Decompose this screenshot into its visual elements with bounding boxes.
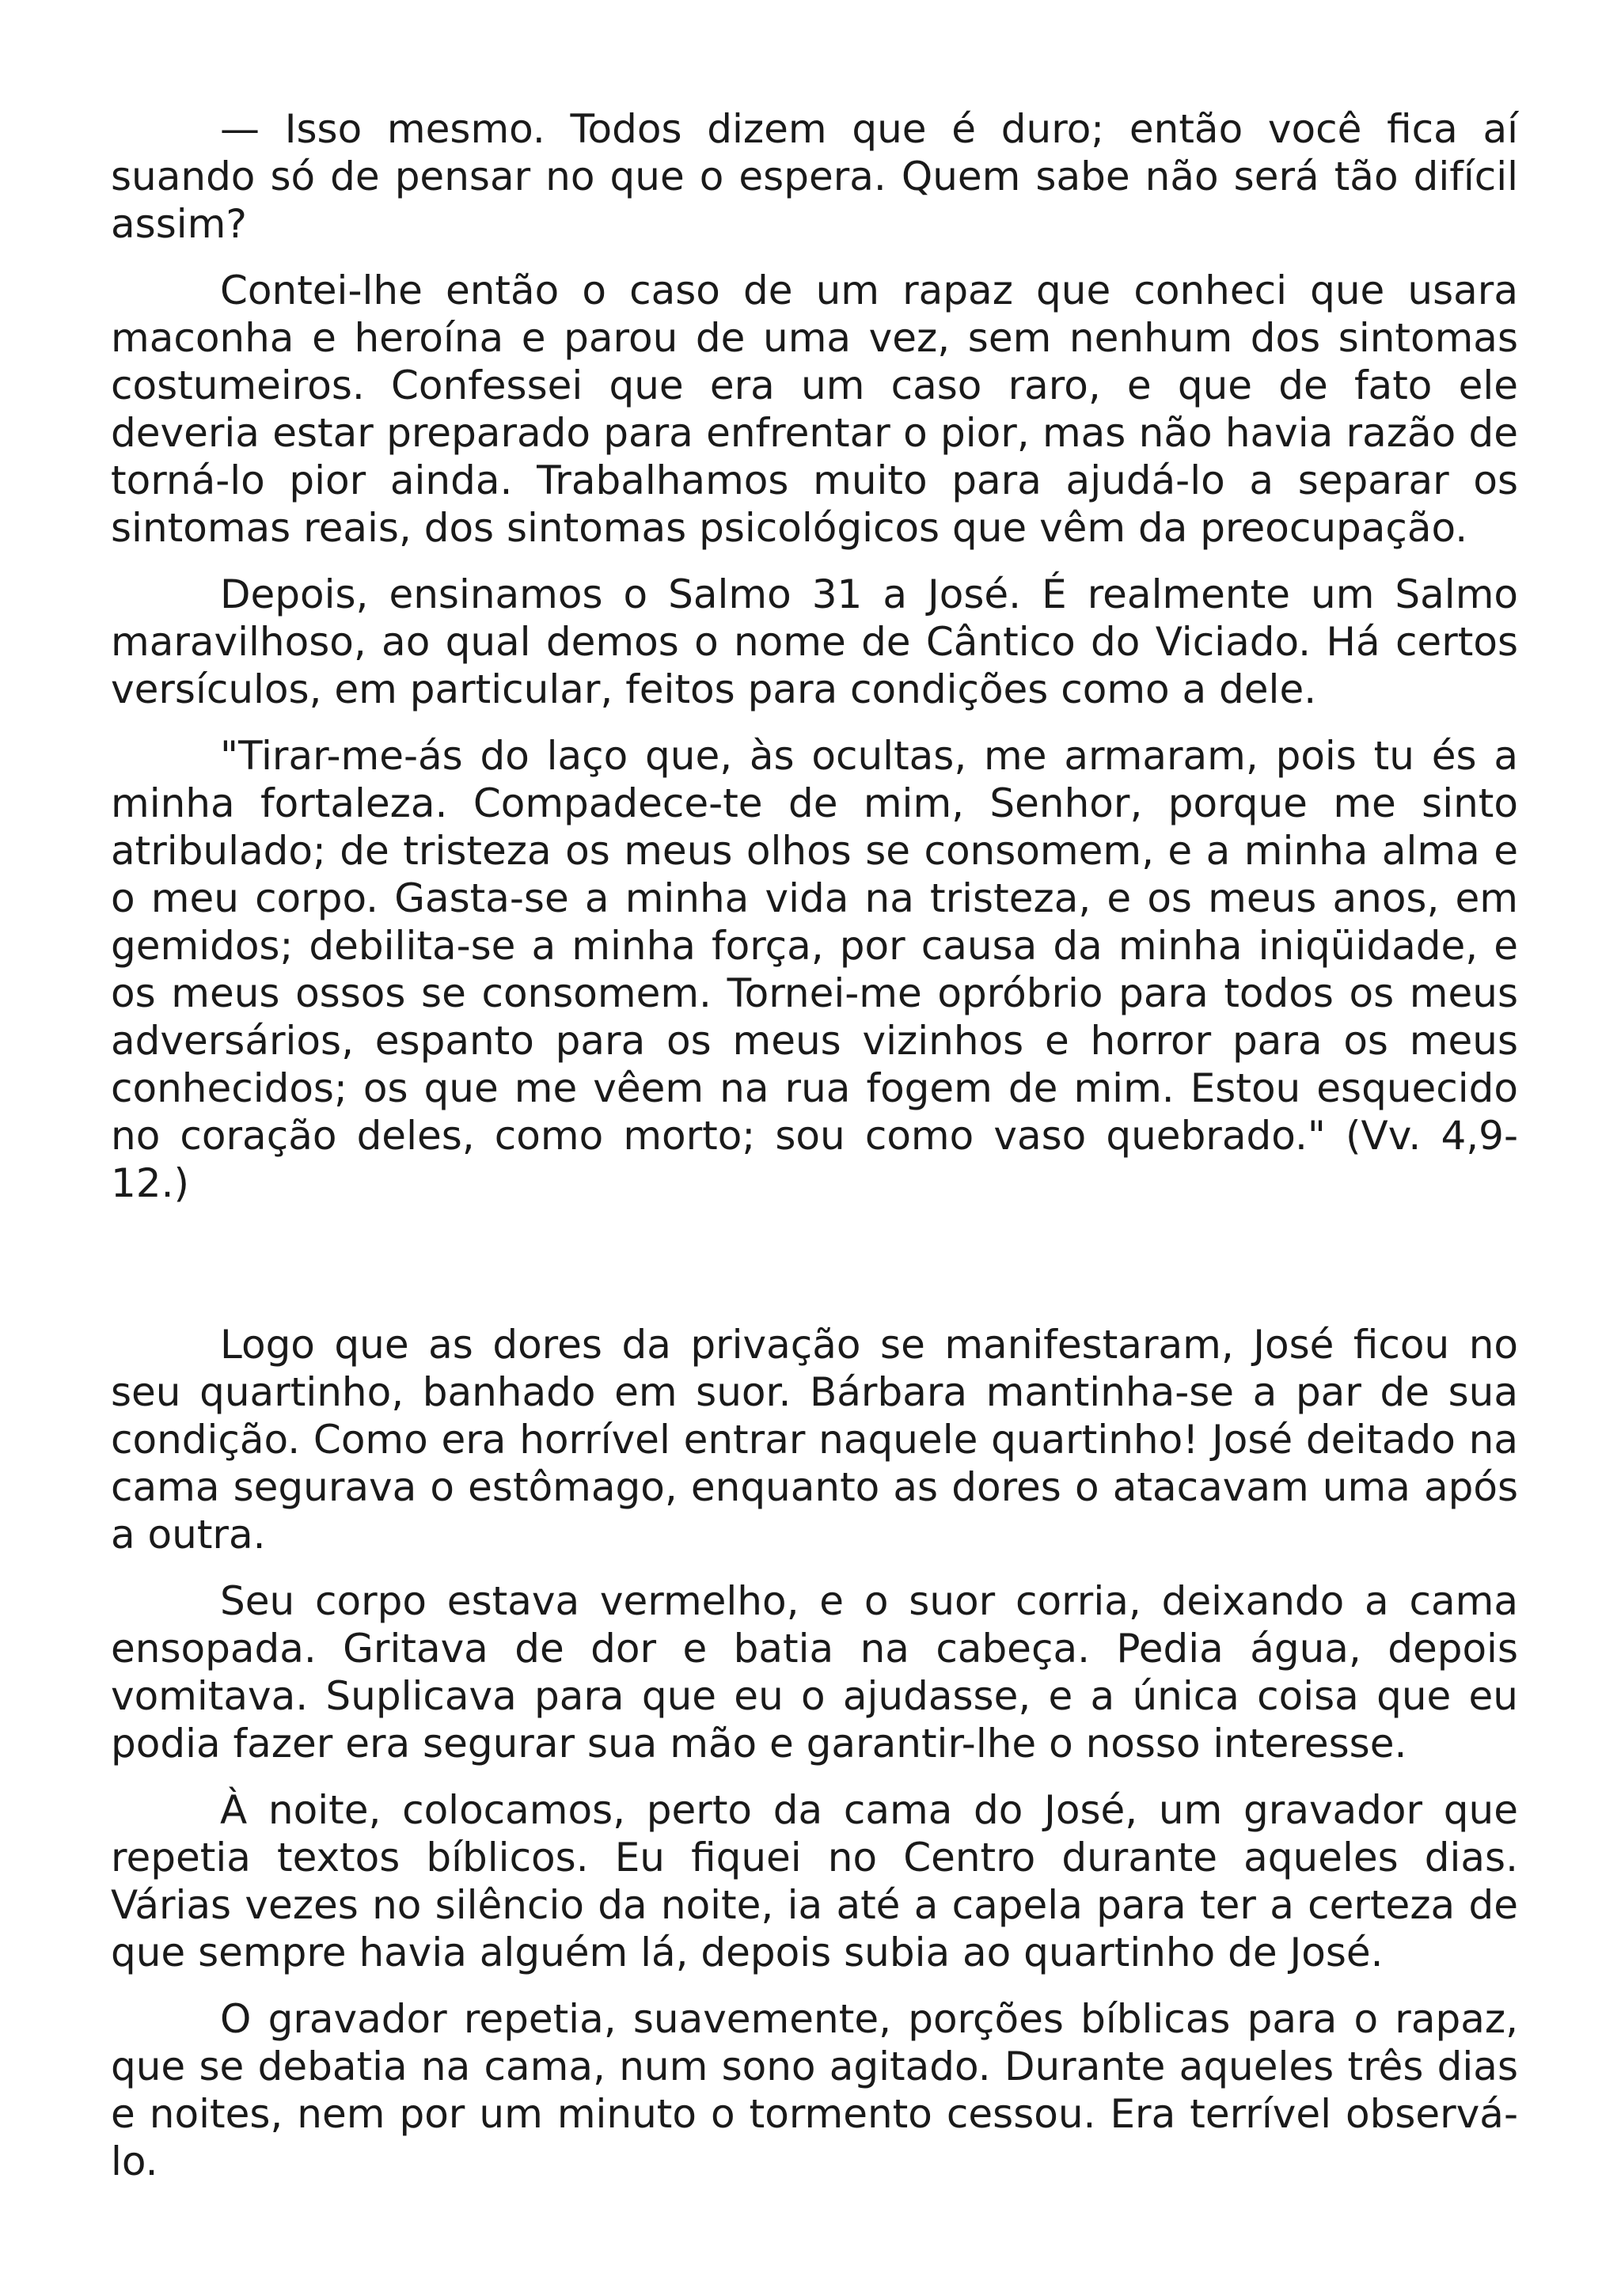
paragraph: — Isso mesmo. Todos dizem que é duro; então você fica aí suando só de pensar no que o espera. Quem sabe não será tão difícil assim? (111, 106, 1518, 247)
paragraph: Seu corpo estava vermelho, e o suor corria, deixando a cama ensopada. Gritava de dor e batia na cabeça. Pedia água, depois vomitava. Suplicava para que eu o ajudasse, e a única coisa que eu podia fazer era segurar sua mão e garantir-lhe o nosso interesse. (111, 1578, 1518, 1767)
paragraph: À noite, colocamos, perto da cama do José, um gravador que repetia textos bíblicos. Eu fiquei no Centro durante aqueles dias. Várias vezes no silêncio da noite, ia até a capela para ter a certeza de que sempre havia alguém lá, depois subia ao quartinho de José. (111, 1787, 1518, 1975)
paragraph: O gravador repetia, suavemente, porções bíblicas para o rapaz, que se debatia na cama, num sono agitado. Durante aqueles três dias e noites, nem por um minuto o tormento cessou. Era terrível observá-lo. (111, 1996, 1518, 2184)
document-page (111, 105, 1518, 2204)
psalm-quotation: "Tirar-me-ás do laço que, às ocultas, me armaram, pois tu és a minha fortaleza. Compadece-te de mim, Senhor, porque me sinto atribulado; de tristeza os meus olhos se consomem, e a minha alma e o meu corpo. Gasta-se a minha vida na tristeza, e os meus anos, em gemidos; debilita-se a minha força, por causa da minha iniqüidade, e os meus ossos se consomem. Tornei-me opróbrio para todos os meus adversários, espanto para os meus vizinhos e horror para os meus conhecidos; os que me vêem na rua fogem de mim. Estou esquecido no coração deles, como morto; sou como vaso quebrado." (Vv. 4,9-12.) (111, 733, 1518, 1206)
paragraph: Logo que as dores da privação se manifestaram, José ficou no seu quartinho, banhado em suor. Bárbara mantinha-se a par de sua condição. Como era horrível entrar naquele quartinho! José deitado na cama segurava o estômago, enquanto as dores o atacavam uma após a outra. (111, 1322, 1518, 1558)
paragraph: Contei-lhe então o caso de um rapaz que conheci que usara maconha e heroína e parou de uma vez, sem nenhum dos sintomas costumeiros. Confessei que era um caso raro, e que de fato ele deveria estar preparado para enfrentar o pior, mas não havia razão de torná-lo pior ainda. Trabalhamos muito para ajudá-lo a separar os sintomas reais, dos sintomas psicológicos que vêm da preocupação. (111, 268, 1518, 551)
paragraph: Depois, ensinamos o Salmo 31 a José. É realmente um Salmo maravilhoso, ao qual demos o nome de Cântico do Viciado. Há certos versículos, em particular, feitos para condições como a dele. (111, 571, 1518, 712)
